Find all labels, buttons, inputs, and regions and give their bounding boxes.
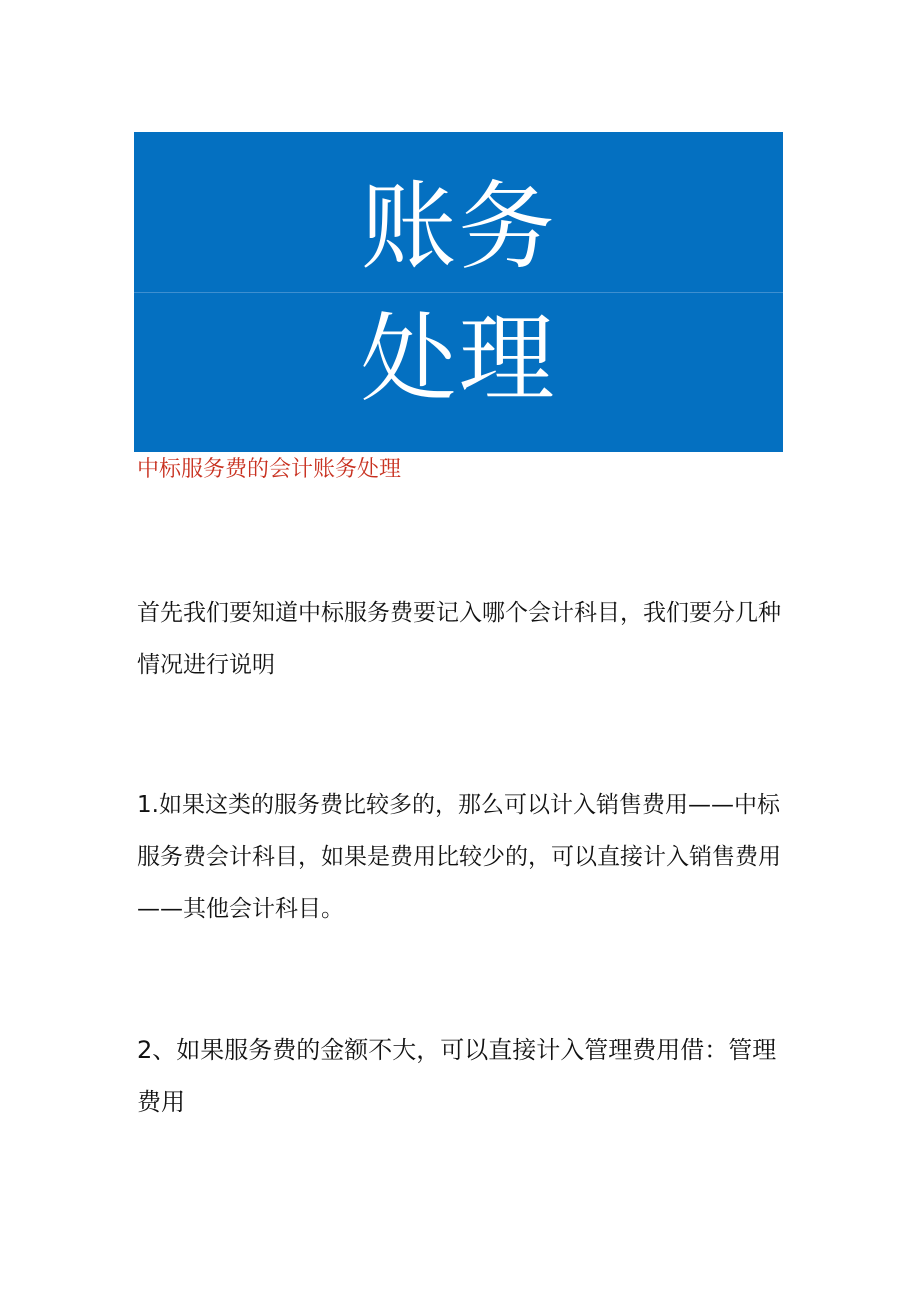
paragraph-intro: 首先我们要知道中标服务费要记入哪个会计科目，我们要分几种情况进行说明 [137,600,781,678]
paragraph-point-2: 2、如果服务费的金额不大，可以直接计入管理费用借：管理费用 [137,1036,777,1116]
document-subtitle: 中标服务费的会计账务处理 [137,457,402,482]
banner-title-line-1: 账务 [360,171,557,283]
banner-title-line-2: 处理 [360,303,557,415]
title-banner [134,132,783,452]
banner-divider [134,292,783,293]
paragraph-point-1: 1.如果这类的服务费比较多的，那么可以计入销售费用——中标服务费会计科目，如果是费用比较少的，可以直接计入销售费用——其他会计科目。 [137,792,781,922]
